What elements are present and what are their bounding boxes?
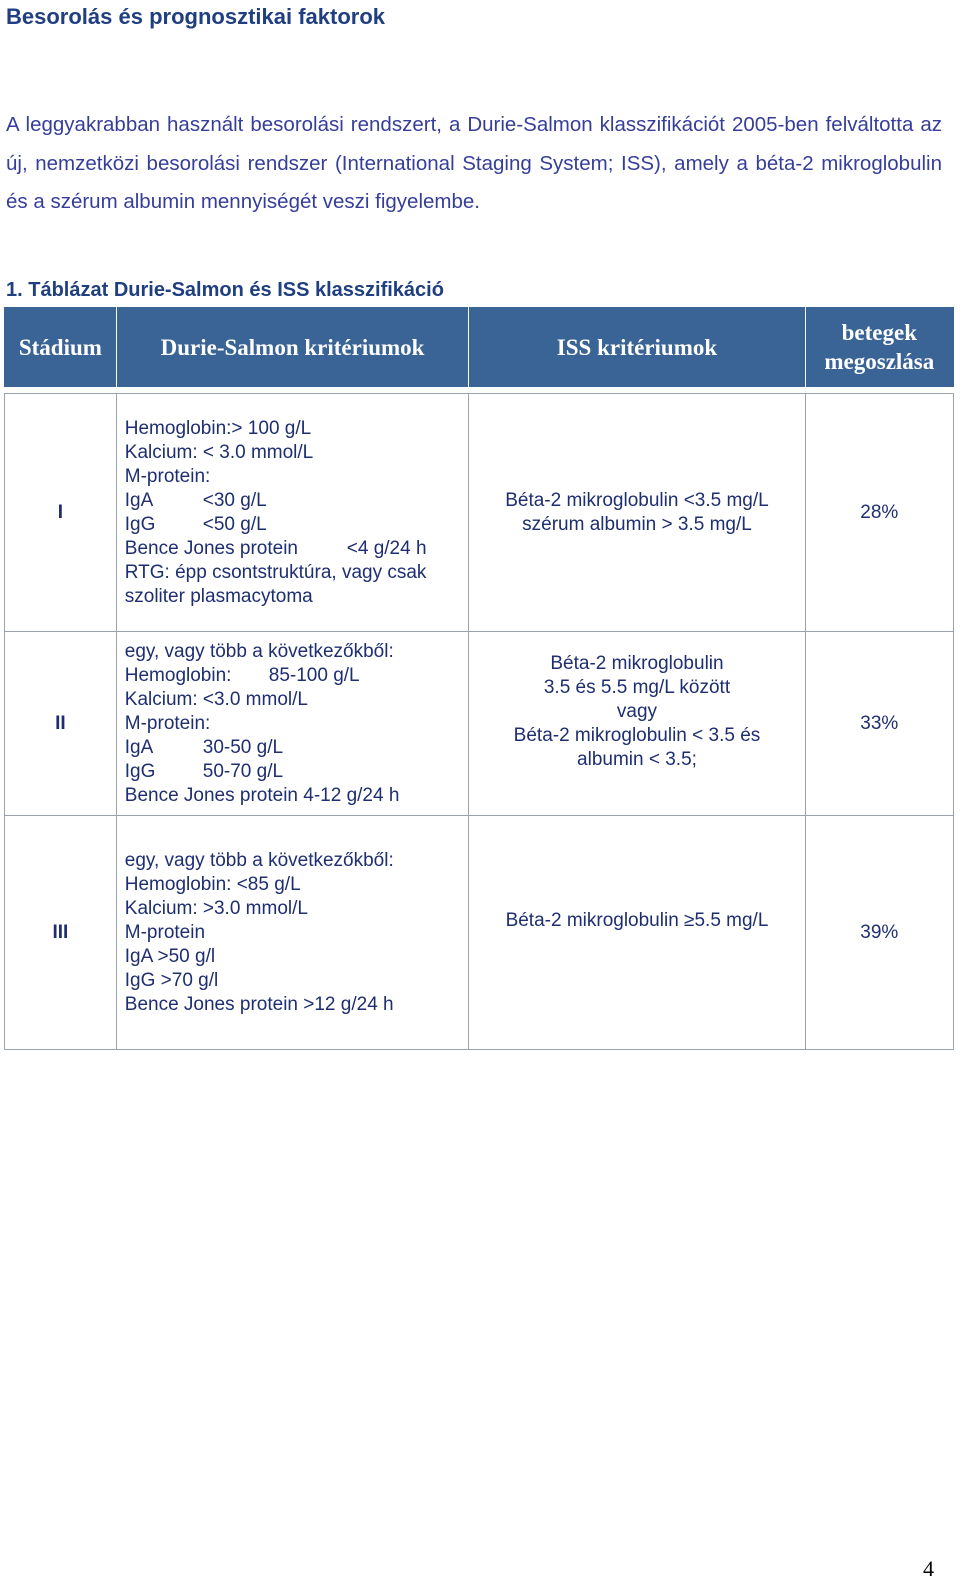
iss-criteria-cell: [469, 394, 805, 632]
criteria-line: M-protein:: [124, 465, 211, 487]
criteria-value: <50 g/L: [202, 513, 267, 535]
iss-line: albumin < 3.5;: [577, 749, 697, 770]
header-patient-share: betegek megoszlása: [805, 307, 953, 387]
iss-line: szérum albumin > 3.5 mg/L: [522, 513, 752, 535]
durie-salmon-criteria-cell: [116, 816, 469, 1050]
criteria-line: M-protein:: [124, 712, 211, 734]
criteria-term: Hemoglobin:: [124, 664, 232, 686]
stage-cell: III: [5, 816, 117, 1050]
criteria-line: [125, 489, 469, 513]
criteria-value: <30 g/L: [202, 489, 267, 511]
iss-criteria-cell: [469, 632, 805, 816]
criteria-line: IgA >50 g/l: [124, 945, 216, 967]
criteria-value: 30-50 g/L: [202, 736, 284, 758]
criteria-value: 50-70 g/L: [202, 760, 284, 782]
durie-salmon-criteria-cell: [116, 394, 469, 632]
patient-share-cell: 39%: [805, 816, 953, 1050]
iss-line: Béta-2 mikroglobulin <3.5 mg/L: [505, 489, 769, 511]
table-row-stage-2: [5, 632, 954, 816]
iss-criteria-cell: [469, 816, 805, 1050]
table-caption: 1. Táblázat Durie-Salmon és ISS klasszifikáció: [6, 279, 444, 301]
criteria-line: M-protein: [124, 921, 206, 943]
iss-line: Béta-2 mikroglobulin ≥5.5 mg/L: [505, 909, 769, 931]
criteria-line: [125, 664, 469, 688]
criteria-line: Kalcium: >3.0 mmol/L: [124, 897, 308, 919]
table-row-stage-1: [5, 394, 954, 632]
stage-cell: II: [5, 632, 117, 816]
criteria-term: IgG: [124, 760, 156, 782]
criteria-term: IgG: [124, 513, 156, 535]
table-header-row: [5, 307, 954, 387]
criteria-line: Kalcium: < 3.0 mmol/L: [124, 441, 314, 463]
patient-share-cell: 28%: [805, 394, 953, 632]
stage-cell: I: [5, 394, 117, 632]
intro-paragraph: A leggyakrabban használt besorolási rendszert, a Durie-Salmon klasszifikációt 2005-ben felváltotta az új, nemzetközi besorolási rendszer (International Staging System; ISS), amely a béta-2 mikroglobulin és a szérum albumin mennyiségét veszi figyelembe.: [6, 113, 942, 213]
criteria-line: Hemoglobin:> 100 g/L: [124, 417, 312, 439]
staging-table: [4, 307, 954, 1050]
patient-share-cell: 33%: [805, 632, 953, 816]
header-durie-salmon: Durie-Salmon kritériumok: [116, 307, 469, 387]
criteria-value: 85-100 g/L: [268, 664, 360, 686]
criteria-line: szoliter plasmacytoma: [124, 585, 313, 607]
criteria-line: [125, 513, 469, 537]
criteria-line: [125, 760, 469, 784]
iss-line: Béta-2 mikroglobulin: [550, 653, 724, 674]
section-heading: Besorolás és prognosztikai faktorok: [6, 4, 385, 29]
criteria-term: IgA: [124, 489, 154, 511]
criteria-value: <4 g/24 h: [346, 537, 427, 559]
criteria-line: Bence Jones protein 4-12 g/24 h: [124, 784, 400, 806]
table-row-stage-3: [5, 816, 954, 1050]
header-iss: ISS kritériumok: [469, 307, 805, 387]
criteria-term: IgA: [124, 736, 154, 758]
criteria-line: Bence Jones protein >12 g/24 h: [124, 993, 394, 1015]
header-stage: Stádium: [5, 307, 117, 387]
criteria-term: Bence Jones protein: [124, 537, 298, 559]
durie-salmon-criteria-cell: [116, 632, 469, 816]
criteria-line: Hemoglobin: <85 g/L: [124, 873, 301, 895]
criteria-line: [125, 736, 469, 760]
page-number: 4: [923, 1556, 934, 1581]
criteria-line: IgG >70 g/l: [124, 969, 219, 991]
criteria-line: egy, vagy több a következőkből:: [124, 849, 394, 871]
iss-line: 3.5 és 5.5 mg/L között: [543, 677, 731, 698]
criteria-line: egy, vagy több a következőkből:: [124, 640, 394, 662]
iss-line: vagy: [616, 701, 658, 722]
criteria-line: Kalcium: <3.0 mmol/L: [124, 688, 308, 710]
criteria-line: RTG: épp csontstruktúra, vagy csak: [124, 561, 427, 583]
iss-line: Béta-2 mikroglobulin < 3.5 és: [513, 725, 761, 746]
criteria-line: [125, 537, 469, 561]
